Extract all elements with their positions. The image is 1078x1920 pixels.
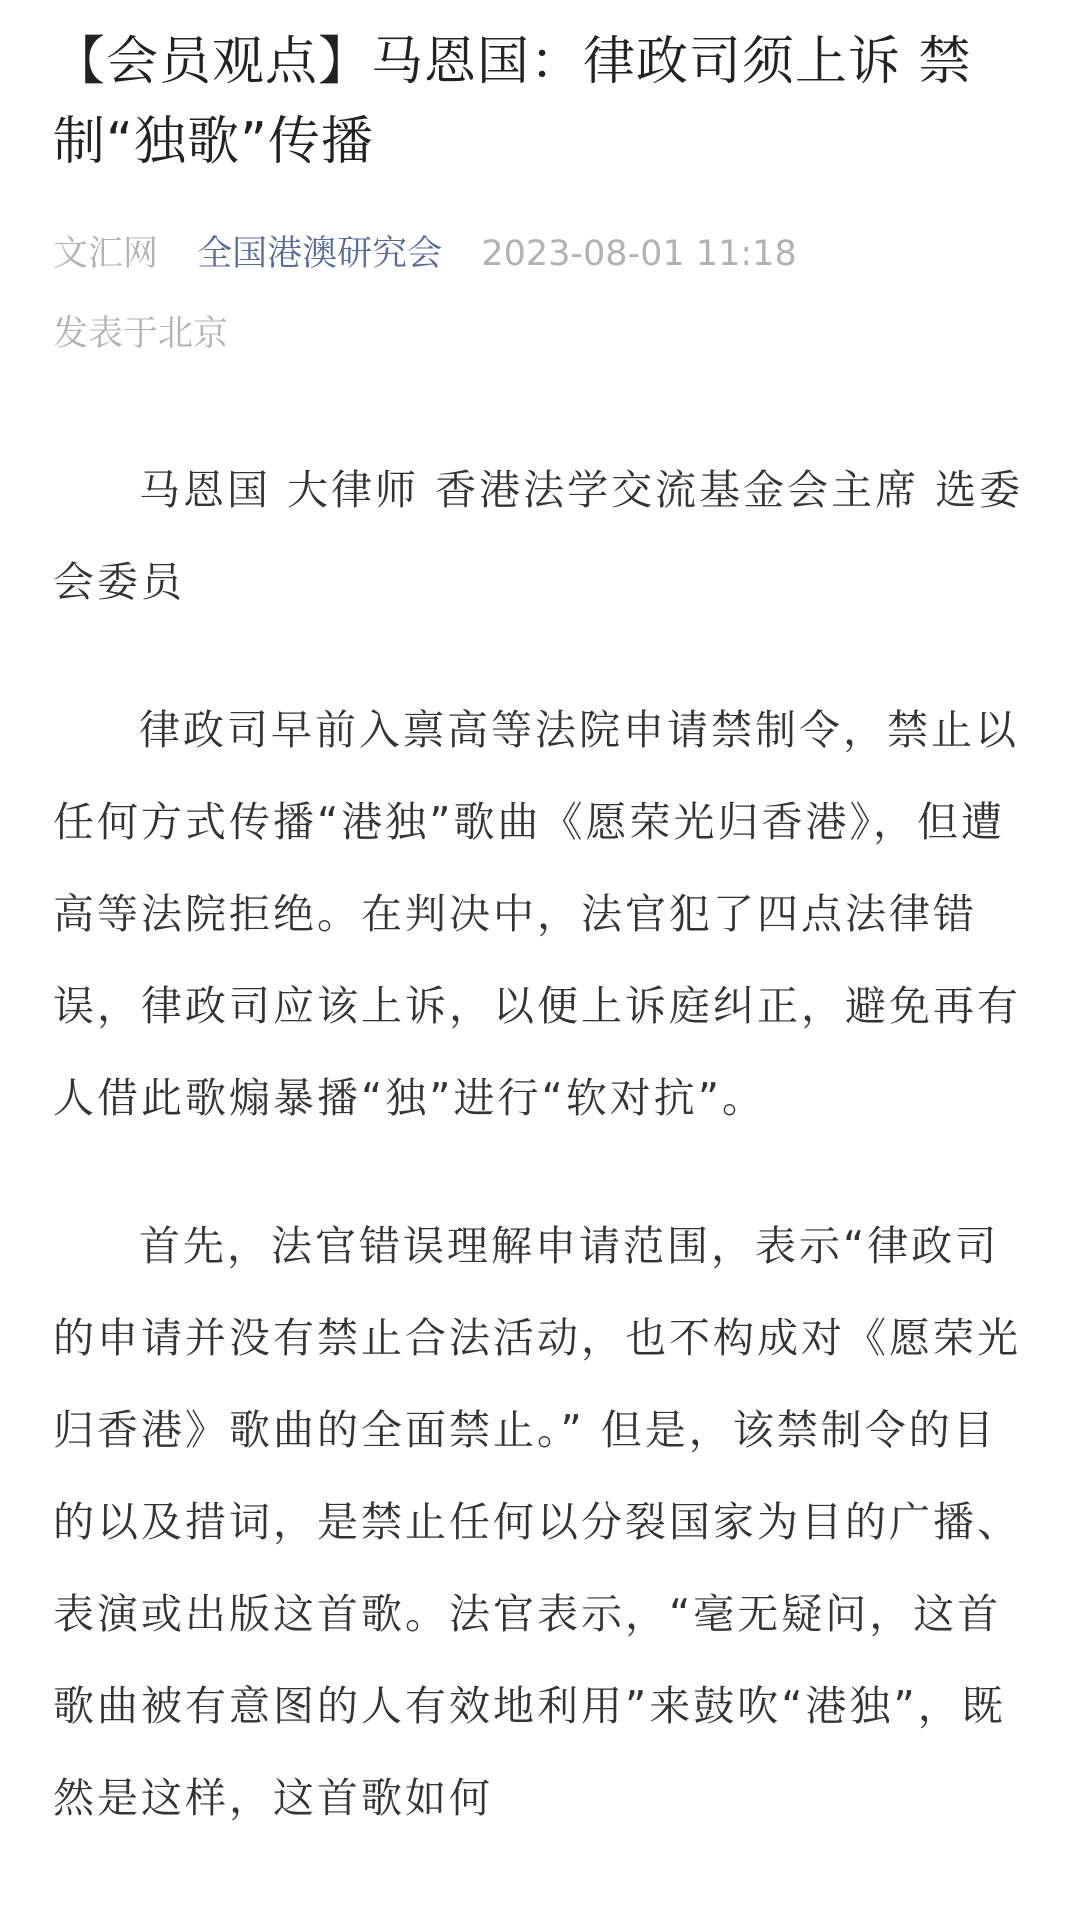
article-meta (53, 214, 1031, 374)
article (53, 22, 1031, 1900)
article-source: 文汇网 (53, 234, 159, 274)
paragraph-first-point: 首先，法官错误理解申请范围，表示“律政司的申请并没有禁止合法活动，也不构成对《愿荣光归香港》歌曲的全面禁止。” 但是，该禁制令的目的以及措词，是禁止任何以分裂国家为目的广播、表演或出版这首歌。法官表示，“毫无疑问，这首歌曲被有意图的人有效地利用”来鼓吹“港独”，既然是这样，这首歌如何 (53, 1222, 1021, 1822)
paragraph-intro: 律政司早前入禀高等法院申请禁制令，禁止以任何方式传播“港独”歌曲《愿荣光归香港》，但遭高等法院拒绝。在判决中，法官犯了四点法律错误，律政司应该上诉，以便上诉庭纠正，避免再有人借此歌煽暴播“独”进行“软对抗”。 (53, 706, 1021, 1122)
meta-line-2 (53, 294, 1031, 374)
paragraph-author: 马恩国 大律师 香港法学交流基金会主席 选委会委员 (53, 466, 1024, 606)
article-title: 【会员观点】马恩国：律政司须上诉 禁制“独歌”传播 (53, 32, 972, 172)
publish-time: 2023-08-01 11:18 (481, 234, 797, 274)
article-content (53, 444, 1031, 1844)
meta-line-1 (53, 214, 1031, 294)
publish-location: 发表于北京 (53, 314, 229, 354)
account-name-link[interactable]: 全国港澳研究会 (197, 234, 443, 274)
